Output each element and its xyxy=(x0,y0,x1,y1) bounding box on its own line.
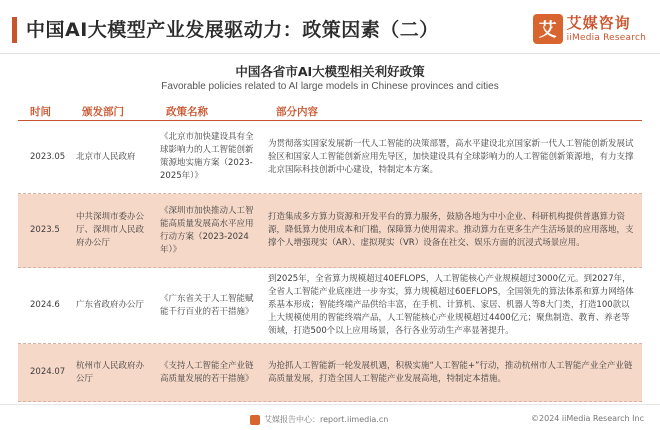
header-divider xyxy=(0,53,660,54)
table-header-row xyxy=(18,103,642,121)
row-date: 2023.5 xyxy=(30,225,60,235)
row-policy: 《深圳市加快推动人工智能高质量发展高水平应用行动方案（2023-2024年）》 xyxy=(160,205,254,255)
table-row xyxy=(18,121,642,194)
logo-name-en: iiMedia Research xyxy=(566,32,646,43)
logo-mark-icon: 艾 xyxy=(533,14,563,44)
title-accent-bar xyxy=(12,17,17,43)
table-row xyxy=(18,268,642,344)
row-policy: 《支持人工智能全产业链高质量发展的若干措施》 xyxy=(160,360,254,384)
row-date: 2024.6 xyxy=(30,300,60,310)
table-row xyxy=(18,344,642,402)
column-header-policy: 政策名称 xyxy=(166,106,208,118)
row-content: 打造集成多方算力资源和开发平台的算力服务，鼓励各地为中小企业、科研机构提供普惠算力资源，降低算力使用成本和门槛，保障算力使用需求。推动算力在更多生产生活场景的应用落地，支撑个人增强现实（AR）、虚拟现实（VR）设备在社交、娱乐方面的沉浸式场景应用。 xyxy=(268,212,634,248)
logo-name-cn: 艾媒咨询 xyxy=(566,13,631,32)
policy-table xyxy=(18,103,642,402)
row-date: 2024.07 xyxy=(30,367,66,377)
column-header-content: 部分内容 xyxy=(276,106,318,118)
row-dept: 中共深圳市委办公厅、深圳市人民政府办公厅 xyxy=(76,212,145,248)
iimedia-logo xyxy=(533,12,646,46)
page-title: 中国AI大模型产业发展驱动力：政策因素（二） xyxy=(26,19,439,41)
footer-logo-icon xyxy=(250,415,260,425)
logo-text xyxy=(566,13,646,43)
table-row xyxy=(18,194,642,268)
table-subtitle: Favorable policies related to AI large models in Chinese provinces and cities xyxy=(161,81,499,92)
column-header-date: 时间 xyxy=(30,106,51,118)
page-header xyxy=(0,0,660,56)
row-date: 2023.05 xyxy=(30,151,66,162)
row-dept: 杭州市人民政府办公厅 xyxy=(76,360,145,384)
row-dept: 北京市人民政府 xyxy=(76,151,136,162)
row-content: 到2025年，全省算力规模超过40EFLOPS，人工智能核心产业规模超过3000亿元。到2027年，全省人工智能产业底座进一步夯实，算力规模超过60EFLOPS，全国领先的算法体系和算力网络体系基本形成；智能终端产品供给丰富，在手机、计算机、家居、机器人等8大门类，打造100款以上大规模使用的智能终端产品，人工智能核心产业规模超过4400亿元；聚焦制造、教育、养老等领域，打造500个以上应用场景，各行各业劳动生产率显著提升。 xyxy=(268,274,634,336)
row-dept: 广东省政府办公厅 xyxy=(76,300,145,310)
footer-source-text: 艾媒报告中心：report.iimedia.cn xyxy=(264,415,389,424)
table-title: 中国各省市AI大模型相关利好政策 xyxy=(235,64,425,79)
page-footer xyxy=(0,404,660,430)
column-header-dept: 颁发部门 xyxy=(82,106,124,118)
footer-source xyxy=(250,414,388,425)
row-content: 为贯彻落实国家发展新一代人工智能的决策部署，高水平建设北京国家新一代人工智能创新发展试验区和国家人工智能创新应用先导区，加快建设具有全球影响力的人工智能创新策源地，有力支撑北京国际科技创新中心建设，特制定本方案。 xyxy=(268,138,634,175)
row-content: 为抢抓人工智能新一轮发展机遇，积极实施“人工智能+”行动，推动杭州市人工智能产业全产业链高质量发展，打造全国人工智能产业发展高地，特制定本措施。 xyxy=(268,360,633,384)
row-policy: 《广东省关于人工智能赋能千行百业的若干措施》 xyxy=(160,293,254,317)
row-policy: 《北京市加快建设具有全球影响力的人工智能创新策源地实施方案（2023-2025年）》 xyxy=(160,132,254,181)
footer-copyright: ©2024 iiMedia Research Inc xyxy=(531,414,644,423)
